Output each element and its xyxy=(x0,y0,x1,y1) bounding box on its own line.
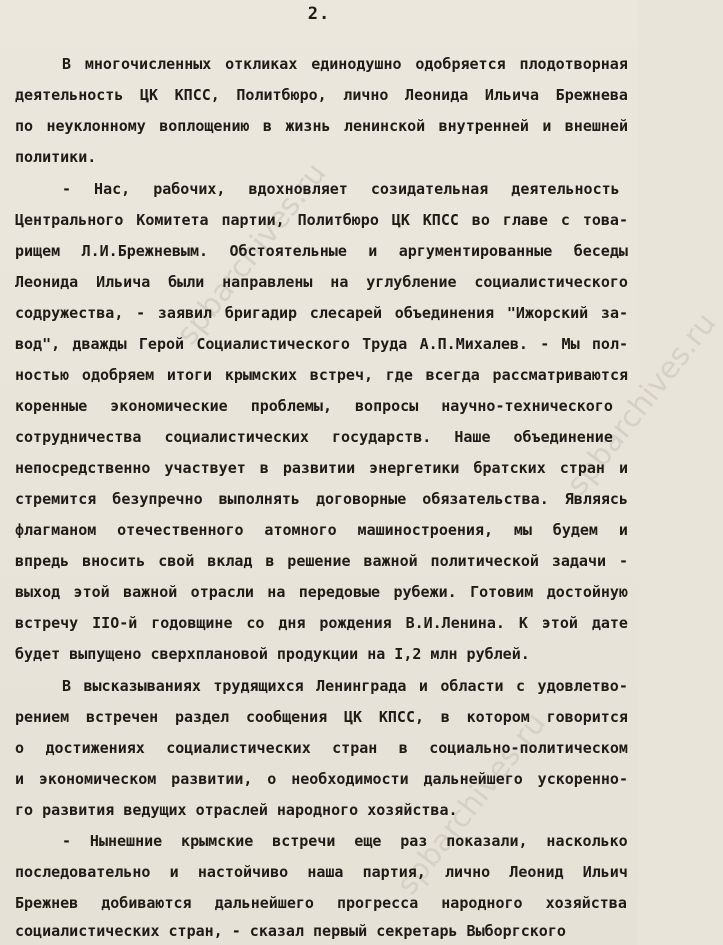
text-line: встречу IIO-й годовщине со дня рождения В.И.Ленина. К этой дате xyxy=(15,614,628,632)
text-line: сотрудничества социалистических государств. Наше объединение xyxy=(15,428,613,446)
text-line: рением встречен раздел сообщения ЦК КПСС, в котором говорится xyxy=(15,708,628,726)
text-line: стремится безупречно выполнять договорные обязательства. Являясь xyxy=(15,490,628,508)
text-line: ностью одобряем итоги крымских встреч, где всегда рассматриваются xyxy=(15,366,628,384)
text-line: Леонида Ильича были направлены на углубление социалистического xyxy=(15,273,628,291)
text-line: В высказываниях трудящихся Ленинграда и области с удовлетво- xyxy=(62,677,628,695)
text-line: политики. xyxy=(15,148,97,166)
text-line: последовательно и настойчиво наша партия, лично Леонид Ильич xyxy=(15,863,628,881)
text-line: Брежнев добиваются дальнейшего прогресса народного хозяйства xyxy=(15,894,627,912)
text-line: - Нас, рабочих, вдохновляет созидательная деятельность xyxy=(62,180,620,198)
text-line: Центрального Комитета партии, Политбюро ЦК КПСС во главе с това- xyxy=(15,211,628,229)
text-line: будет выпущено сверхплановой продукции на I,2 млн рублей. xyxy=(15,645,530,663)
page-number: 2. xyxy=(307,4,331,24)
text-line: впредь вносить свой вклад в решение важной политической задачи - xyxy=(15,552,628,570)
text-line: вод", дважды Герой Социалистического Труда А.П.Михалев. - Мы пол- xyxy=(15,335,628,353)
text-line: го развития ведущих отраслей народного хозяйства. xyxy=(15,801,458,819)
text-line: коренные экономические проблемы, вопросы научно-технического xyxy=(15,397,613,415)
text-line: и экономическом развитии, о необходимости дальнейшего ускоренно- xyxy=(15,770,628,788)
text-line: В многочисленных откликах единодушно одобряется плодотворная xyxy=(62,55,628,73)
watermark: spbarchives.ru xyxy=(560,306,723,502)
text-line: флагманом отечественного атомного машиностроения, мы будем и xyxy=(15,521,628,539)
watermark: spbarchives.ru xyxy=(390,706,554,902)
text-line: содружества, - заявил бригадир слесарей объединения "Ижорский за- xyxy=(15,304,628,322)
text-line: о достижениях социалистических стран в социально-политическом xyxy=(15,739,628,757)
watermark: spbarchives.ru xyxy=(170,156,334,352)
text-line: непосредственно участвует в развитии энергетики братских стран и xyxy=(15,459,628,477)
text-line: социалистических стран, - сказал первый секретарь Выборгского xyxy=(15,922,566,940)
text-line: деятельность ЦК КПСС, Политбюро, лично Леонида Ильича Брежнева xyxy=(15,86,628,104)
text-line: выход этой важной отрасли на передовые рубежи. Готовим достойную xyxy=(15,583,628,601)
text-line: по неуклонному воплощению в жизнь ленинской внутренней и внешней xyxy=(15,117,628,135)
text-line: - Нынешние крымские встречи еще раз показали, насколько xyxy=(62,832,628,850)
text-line: рищем Л.И.Брежневым. Обстоятельные и аргументированные беседы xyxy=(15,242,628,260)
